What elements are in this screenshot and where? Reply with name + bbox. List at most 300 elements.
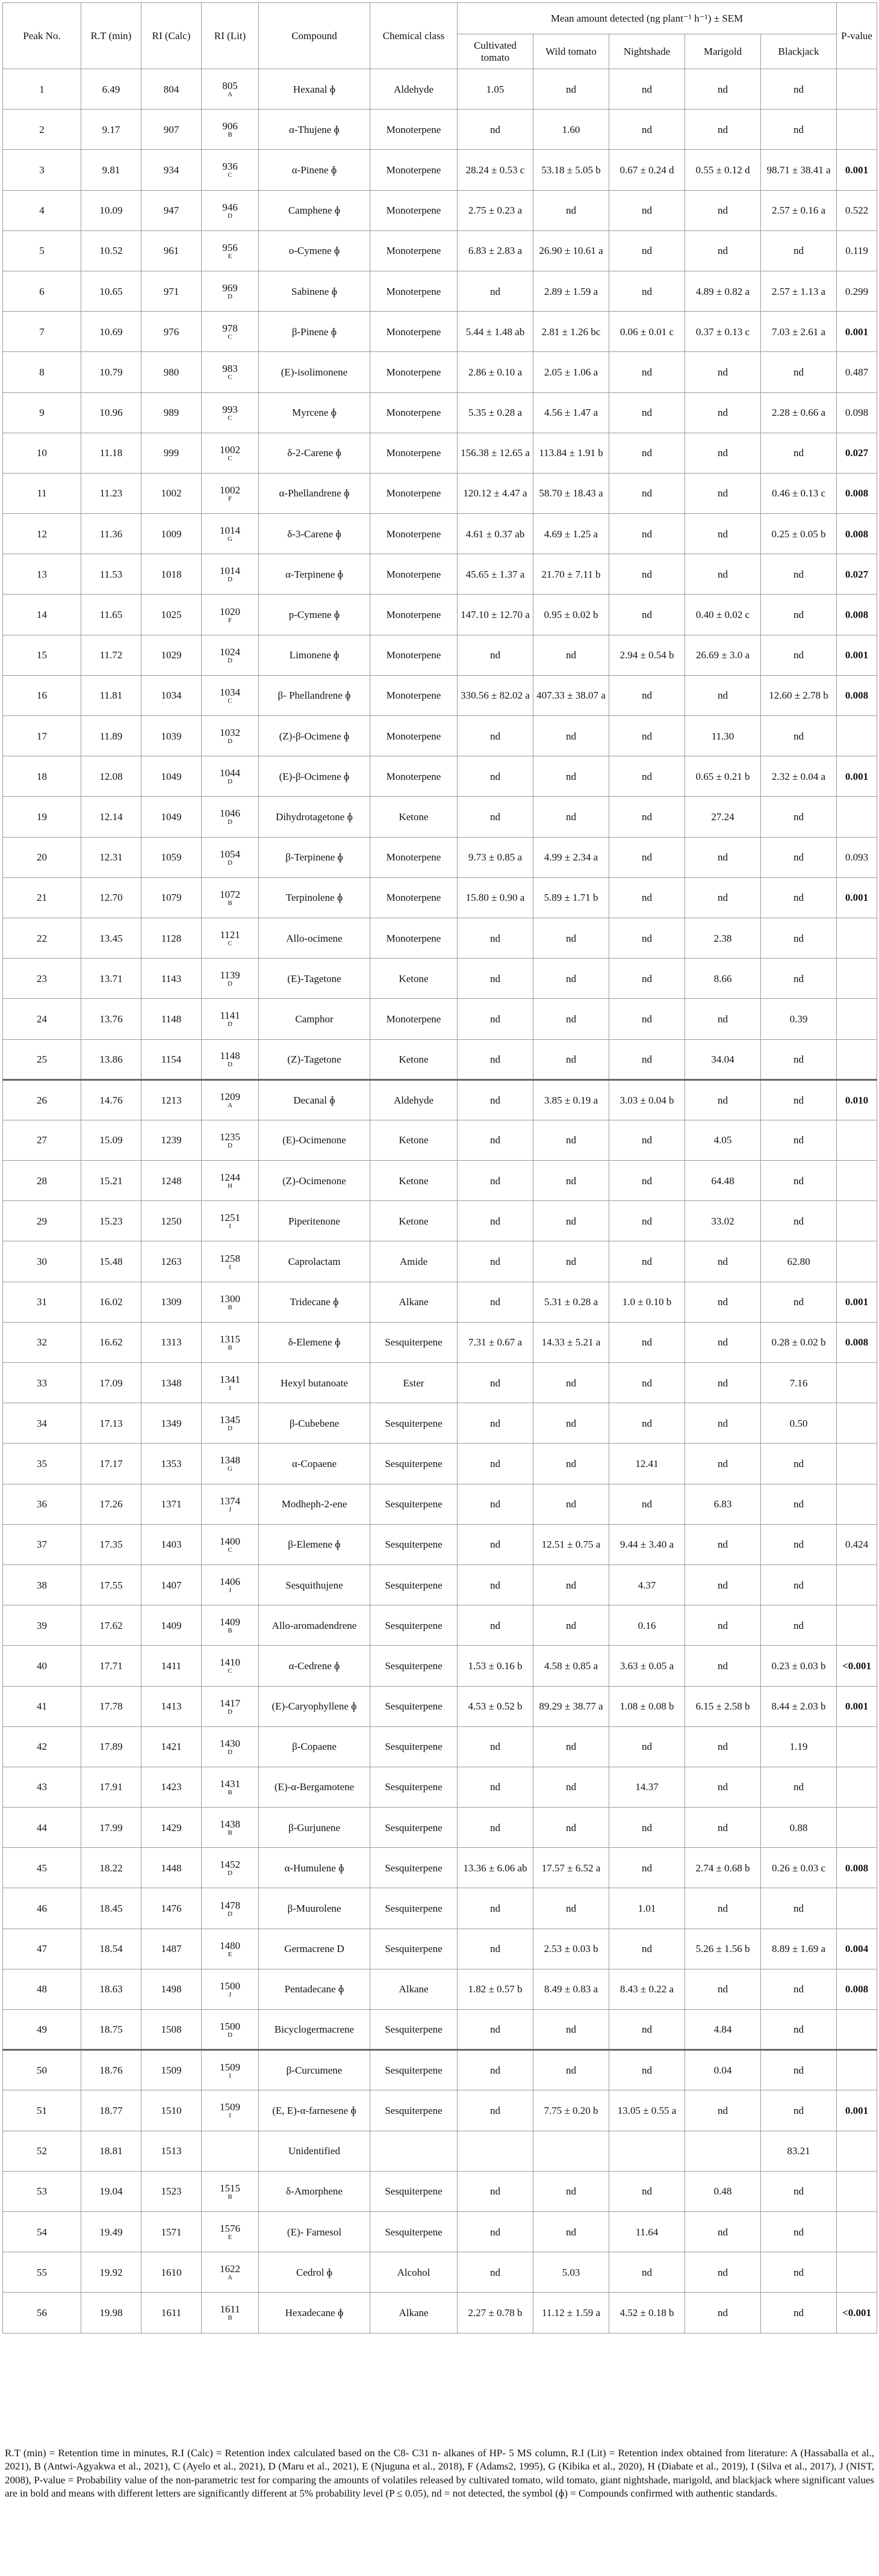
cell-ri-calc: 1079 <box>141 877 202 918</box>
ri-lit-value: 1002 <box>220 484 240 496</box>
cell-compound: α-Humulene ɸ <box>259 1848 370 1888</box>
cell-ri-calc: 1148 <box>141 999 202 1039</box>
cell-amount-blackjack: nd <box>761 2010 837 2050</box>
cell-chemical-class: Monoterpene <box>370 271 458 311</box>
cell-amount-wild-tomato: 12.51 ± 0.75 a <box>533 1524 609 1564</box>
ri-lit-value: 1348 <box>220 1454 240 1466</box>
cell-amount-wild-tomato: nd <box>533 1564 609 1605</box>
cell-amount-wild-tomato: 1.60 <box>533 110 609 150</box>
ri-lit-source: D <box>228 1141 232 1149</box>
cell-chemical-class: Ester <box>370 1363 458 1403</box>
cell-peak-no: 49 <box>3 2010 81 2050</box>
cell-amount-nightshade <box>609 2131 685 2171</box>
cell-p-value: 0.487 <box>837 352 877 392</box>
ri-lit-source: E <box>228 2234 232 2241</box>
cell-compound: β-Gurjunene <box>259 1808 370 1848</box>
ri-lit-value: 805 <box>222 80 238 92</box>
cell-amount-blackjack: nd <box>761 554 837 595</box>
ri-lit-source: D <box>228 818 232 826</box>
cell-compound: α-Pinene ɸ <box>259 150 370 190</box>
cell-compound: Sabinene ɸ <box>259 271 370 311</box>
cell-ri-calc: 1509 <box>141 2050 202 2090</box>
cell-amount-blackjack: nd <box>761 797 837 837</box>
cell-compound: (Z)-Ocimenone <box>259 1161 370 1201</box>
cell-retention-time: 11.53 <box>81 554 141 595</box>
cell-amount-blackjack: nd <box>761 595 837 635</box>
table-row <box>3 150 877 190</box>
cell-peak-no: 32 <box>3 1322 81 1362</box>
cell-amount-nightshade: 1.08 ± 0.08 b <box>609 1686 685 1726</box>
cell-compound: Allo-ocimene <box>259 918 370 958</box>
volatiles-table <box>2 2 877 2334</box>
cell-ri-lit <box>202 190 259 230</box>
cell-amount-nightshade: 4.52 ± 0.18 b <box>609 2293 685 2333</box>
cell-ri-lit <box>202 1363 259 1403</box>
cell-chemical-class: Sesquiterpene <box>370 1929 458 1969</box>
cell-amount-nightshade: nd <box>609 877 685 918</box>
cell-ri-calc: 1423 <box>141 1767 202 1807</box>
cell-p-value: 0.001 <box>837 1686 877 1726</box>
cell-amount-blackjack: nd <box>761 1201 837 1241</box>
cell-amount-blackjack: 8.89 ± 1.69 a <box>761 1929 837 1969</box>
cell-chemical-class: Sesquiterpene <box>370 1686 458 1726</box>
cell-amount-cultivated-tomato: nd <box>458 1039 533 1080</box>
cell-chemical-class: Alkane <box>370 1969 458 2009</box>
ri-lit-source: C <box>228 171 232 179</box>
cell-p-value <box>837 1039 877 1080</box>
cell-amount-cultivated-tomato: 120.12 ± 4.47 a <box>458 473 533 513</box>
cell-chemical-class: Sesquiterpene <box>370 1564 458 1605</box>
ri-lit-value: 1452 <box>220 1859 240 1871</box>
cell-retention-time: 10.96 <box>81 392 141 433</box>
cell-amount-nightshade: nd <box>609 1929 685 1969</box>
cell-peak-no: 20 <box>3 837 81 877</box>
cell-ri-calc: 804 <box>141 69 202 110</box>
cell-amount-nightshade: nd <box>609 473 685 513</box>
table-row <box>3 230 877 271</box>
cell-peak-no: 18 <box>3 756 81 797</box>
cell-amount-blackjack: nd <box>761 1888 837 1929</box>
cell-chemical-class: Monoterpene <box>370 999 458 1039</box>
cell-peak-no: 38 <box>3 1564 81 1605</box>
table-row <box>3 1363 877 1403</box>
cell-p-value <box>837 1767 877 1807</box>
cell-p-value: 0.001 <box>837 1282 877 1322</box>
cell-amount-marigold: nd <box>685 1080 761 1120</box>
cell-amount-marigold: nd <box>685 1767 761 1807</box>
ri-lit-value: 1410 <box>220 1657 240 1669</box>
cell-chemical-class <box>370 2131 458 2171</box>
cell-amount-blackjack: 0.39 <box>761 999 837 1039</box>
cell-retention-time: 18.54 <box>81 1929 141 1969</box>
cell-amount-nightshade: nd <box>609 918 685 958</box>
cell-amount-cultivated-tomato: 7.31 ± 0.67 a <box>458 1322 533 1362</box>
ri-lit-source: C <box>228 333 232 341</box>
cell-chemical-class: Sesquiterpene <box>370 2090 458 2131</box>
cell-amount-nightshade: nd <box>609 392 685 433</box>
cell-amount-cultivated-tomato: nd <box>458 1888 533 1929</box>
cell-amount-wild-tomato: 4.58 ± 0.85 a <box>533 1646 609 1686</box>
cell-amount-cultivated-tomato <box>458 2131 533 2171</box>
cell-peak-no: 16 <box>3 675 81 715</box>
cell-peak-no: 21 <box>3 877 81 918</box>
cell-amount-nightshade: nd <box>609 1120 685 1160</box>
cell-ri-lit <box>202 2252 259 2293</box>
cell-ri-calc: 1448 <box>141 1848 202 1888</box>
table-row <box>3 1726 877 1767</box>
cell-amount-wild-tomato: nd <box>533 2050 609 2090</box>
cell-compound: β-Pinene ɸ <box>259 312 370 352</box>
ri-lit-value: 1345 <box>220 1414 240 1426</box>
ri-lit-source: I <box>229 1223 231 1231</box>
cell-compound: Myrcene ɸ <box>259 392 370 433</box>
cell-amount-nightshade: nd <box>609 959 685 999</box>
table-row <box>3 595 877 635</box>
cell-compound: (E)-Ocimenone <box>259 1120 370 1160</box>
cell-p-value: 0.010 <box>837 1080 877 1120</box>
cell-amount-marigold: nd <box>685 1403 761 1444</box>
cell-chemical-class: Sesquiterpene <box>370 1322 458 1362</box>
cell-ri-calc: 1250 <box>141 1201 202 1241</box>
cell-amount-cultivated-tomato: nd <box>458 1282 533 1322</box>
cell-p-value <box>837 959 877 999</box>
cell-chemical-class: Sesquiterpene <box>370 1848 458 1888</box>
table-row <box>3 918 877 958</box>
header-p-value: P-value <box>837 3 877 69</box>
cell-amount-cultivated-tomato: nd <box>458 1403 533 1444</box>
table-row <box>3 1241 877 1282</box>
cell-amount-marigold: nd <box>685 1808 761 1848</box>
table-row <box>3 2050 877 2090</box>
cell-amount-marigold: nd <box>685 190 761 230</box>
cell-chemical-class: Sesquiterpene <box>370 1767 458 1807</box>
cell-amount-nightshade: nd <box>609 1241 685 1282</box>
cell-chemical-class: Sesquiterpene <box>370 2211 458 2252</box>
header-plant-marigold: Marigold <box>685 34 761 69</box>
cell-amount-blackjack: 0.25 ± 0.05 b <box>761 514 837 554</box>
cell-peak-no: 50 <box>3 2050 81 2090</box>
cell-amount-wild-tomato: nd <box>533 918 609 958</box>
cell-amount-cultivated-tomato: 2.75 ± 0.23 a <box>458 190 533 230</box>
cell-retention-time: 17.99 <box>81 1808 141 1848</box>
cell-compound: α-Terpinene ɸ <box>259 554 370 595</box>
cell-amount-wild-tomato <box>533 2131 609 2171</box>
cell-ri-lit <box>202 1444 259 1484</box>
ri-lit-value: 1431 <box>220 1778 240 1790</box>
cell-amount-nightshade: nd <box>609 1403 685 1444</box>
cell-amount-marigold: nd <box>685 1241 761 1282</box>
cell-amount-wild-tomato: nd <box>533 1808 609 1848</box>
cell-retention-time: 10.09 <box>81 190 141 230</box>
cell-amount-wild-tomato: nd <box>533 2010 609 2050</box>
cell-compound: Germacrene D <box>259 1929 370 1969</box>
table-row <box>3 433 877 473</box>
cell-amount-wild-tomato: 3.85 ± 0.19 a <box>533 1080 609 1120</box>
cell-amount-marigold: nd <box>685 473 761 513</box>
cell-chemical-class: Monoterpene <box>370 110 458 150</box>
cell-amount-cultivated-tomato: nd <box>458 1484 533 1524</box>
cell-ri-calc: 961 <box>141 230 202 271</box>
cell-p-value: 0.008 <box>837 1322 877 1362</box>
cell-compound: Modheph-2-ene <box>259 1484 370 1524</box>
cell-chemical-class: Sesquiterpene <box>370 1646 458 1686</box>
cell-p-value <box>837 1605 877 1646</box>
table-row <box>3 69 877 110</box>
cell-amount-wild-tomato: nd <box>533 1039 609 1080</box>
cell-amount-blackjack: 62.80 <box>761 1241 837 1282</box>
cell-ri-lit <box>202 150 259 190</box>
cell-amount-nightshade: 13.05 ± 0.55 a <box>609 2090 685 2131</box>
cell-p-value <box>837 110 877 150</box>
table-row <box>3 1524 877 1564</box>
header-plant-blackjack: Blackjack <box>761 34 837 69</box>
cell-amount-cultivated-tomato: 2.86 ± 0.10 a <box>458 352 533 392</box>
cell-amount-marigold: nd <box>685 1888 761 1929</box>
table-row <box>3 392 877 433</box>
cell-p-value: 0.008 <box>837 473 877 513</box>
cell-compound: Piperitenone <box>259 1201 370 1241</box>
cell-retention-time: 10.69 <box>81 312 141 352</box>
ri-lit-value: 1509 <box>220 2061 240 2073</box>
cell-amount-nightshade: nd <box>609 554 685 595</box>
table-row <box>3 1282 877 1322</box>
cell-amount-blackjack: nd <box>761 918 837 958</box>
cell-amount-nightshade: 4.37 <box>609 1564 685 1605</box>
cell-retention-time: 14.76 <box>81 1080 141 1120</box>
ri-lit-value: 1300 <box>220 1293 240 1305</box>
cell-peak-no: 29 <box>3 1201 81 1241</box>
cell-amount-nightshade: nd <box>609 110 685 150</box>
cell-amount-blackjack: 1.19 <box>761 1726 837 1767</box>
cell-amount-blackjack: 2.57 ± 1.13 a <box>761 271 837 311</box>
header-ri-lit: RI (Lit) <box>202 3 259 69</box>
cell-peak-no: 12 <box>3 514 81 554</box>
cell-amount-blackjack: nd <box>761 2171 837 2211</box>
cell-ri-lit <box>202 1605 259 1646</box>
cell-amount-cultivated-tomato: nd <box>458 999 533 1039</box>
cell-amount-wild-tomato: nd <box>533 1241 609 1282</box>
cell-retention-time: 17.17 <box>81 1444 141 1484</box>
cell-amount-marigold: 0.48 <box>685 2171 761 2211</box>
cell-chemical-class: Aldehyde <box>370 1080 458 1120</box>
cell-amount-marigold: nd <box>685 554 761 595</box>
cell-amount-blackjack: nd <box>761 1120 837 1160</box>
cell-amount-cultivated-tomato: nd <box>458 2010 533 2050</box>
cell-p-value <box>837 1403 877 1444</box>
ri-lit-value: 1121 <box>220 929 240 941</box>
cell-peak-no: 42 <box>3 1726 81 1767</box>
cell-amount-blackjack: nd <box>761 1605 837 1646</box>
cell-ri-calc: 1039 <box>141 716 202 756</box>
table-row <box>3 1888 877 1929</box>
cell-p-value <box>837 2050 877 2090</box>
cell-amount-wild-tomato: 8.49 ± 0.83 a <box>533 1969 609 2009</box>
cell-amount-blackjack: 8.44 ± 2.03 b <box>761 1686 837 1726</box>
cell-p-value <box>837 2131 877 2171</box>
cell-ri-lit <box>202 2293 259 2333</box>
cell-amount-marigold: 4.05 <box>685 1120 761 1160</box>
cell-amount-marigold: nd <box>685 675 761 715</box>
table-row <box>3 1120 877 1160</box>
cell-amount-nightshade: nd <box>609 69 685 110</box>
cell-chemical-class: Ketone <box>370 797 458 837</box>
cell-p-value: 0.001 <box>837 635 877 675</box>
table-row <box>3 110 877 150</box>
ri-lit-value: 1622 <box>220 2263 240 2275</box>
cell-amount-marigold: 4.84 <box>685 2010 761 2050</box>
cell-p-value: 0.001 <box>837 312 877 352</box>
cell-ri-lit <box>202 1564 259 1605</box>
cell-retention-time: 19.98 <box>81 2293 141 2333</box>
table-row <box>3 1969 877 2009</box>
cell-amount-blackjack: 0.88 <box>761 1808 837 1848</box>
table-row <box>3 1039 877 1080</box>
cell-amount-marigold: nd <box>685 1322 761 1362</box>
ri-lit-source: D <box>228 212 232 220</box>
cell-amount-blackjack: nd <box>761 635 837 675</box>
cell-amount-marigold: 33.02 <box>685 1201 761 1241</box>
cell-compound: α-Cedrene ɸ <box>259 1646 370 1686</box>
cell-p-value <box>837 2211 877 2252</box>
cell-amount-cultivated-tomato: nd <box>458 797 533 837</box>
table-row <box>3 1767 877 1807</box>
cell-amount-blackjack: nd <box>761 433 837 473</box>
cell-compound: Sesquithujene <box>259 1564 370 1605</box>
cell-ri-lit <box>202 999 259 1039</box>
cell-amount-nightshade: nd <box>609 1726 685 1767</box>
cell-ri-calc: 1049 <box>141 756 202 797</box>
cell-amount-cultivated-tomato: 2.27 ± 0.78 b <box>458 2293 533 2333</box>
cell-amount-nightshade: nd <box>609 2171 685 2211</box>
cell-peak-no: 26 <box>3 1080 81 1120</box>
cell-chemical-class: Monoterpene <box>370 877 458 918</box>
cell-peak-no: 55 <box>3 2252 81 2293</box>
ri-lit-value: 1014 <box>220 525 240 537</box>
cell-amount-nightshade: nd <box>609 595 685 635</box>
cell-ri-calc: 1029 <box>141 635 202 675</box>
cell-compound: (E)-β-Ocimene ɸ <box>259 756 370 797</box>
cell-amount-marigold: nd <box>685 1363 761 1403</box>
cell-amount-nightshade: nd <box>609 1808 685 1848</box>
cell-peak-no: 22 <box>3 918 81 958</box>
table-row <box>3 1605 877 1646</box>
cell-p-value: 0.008 <box>837 675 877 715</box>
cell-amount-cultivated-tomato: 147.10 ± 12.70 a <box>458 595 533 635</box>
table-row <box>3 1646 877 1686</box>
ri-lit-source: I <box>229 2112 231 2120</box>
cell-amount-cultivated-tomato: nd <box>458 1564 533 1605</box>
cell-amount-wild-tomato: 53.18 ± 5.05 b <box>533 150 609 190</box>
cell-retention-time: 19.92 <box>81 2252 141 2293</box>
ri-lit-value: 1400 <box>220 1535 240 1547</box>
cell-retention-time: 17.91 <box>81 1767 141 1807</box>
cell-ri-lit <box>202 756 259 797</box>
cell-peak-no: 56 <box>3 2293 81 2333</box>
cell-amount-cultivated-tomato: nd <box>458 1161 533 1201</box>
cell-ri-lit <box>202 352 259 392</box>
cell-peak-no: 17 <box>3 716 81 756</box>
cell-amount-wild-tomato: nd <box>533 1120 609 1160</box>
cell-compound: Hexyl butanoate <box>259 1363 370 1403</box>
cell-peak-no: 40 <box>3 1646 81 1686</box>
table-row <box>3 1686 877 1726</box>
cell-amount-cultivated-tomato: nd <box>458 2050 533 2090</box>
cell-ri-lit <box>202 271 259 311</box>
cell-p-value: 0.119 <box>837 230 877 271</box>
cell-chemical-class: Monoterpene <box>370 312 458 352</box>
cell-peak-no: 46 <box>3 1888 81 1929</box>
cell-ri-lit <box>202 554 259 595</box>
cell-compound: (E, E)-α-farnesene ɸ <box>259 2090 370 2131</box>
table-row <box>3 1080 877 1120</box>
ri-lit-source: D <box>228 576 232 584</box>
cell-amount-nightshade: nd <box>609 756 685 797</box>
header-peak: Peak No. <box>3 3 81 69</box>
ri-lit-source: D <box>228 1061 232 1069</box>
cell-chemical-class: Sesquiterpene <box>370 1484 458 1524</box>
ri-lit-value: 1024 <box>220 646 240 658</box>
cell-amount-wild-tomato: nd <box>533 1444 609 1484</box>
cell-compound: Tridecane ɸ <box>259 1282 370 1322</box>
ri-lit-source: D <box>228 859 232 866</box>
cell-amount-nightshade: nd <box>609 2252 685 2293</box>
cell-peak-no: 24 <box>3 999 81 1039</box>
ri-lit-source: F <box>228 495 232 502</box>
ri-lit-source: D <box>228 1425 232 1433</box>
table-row <box>3 1403 877 1444</box>
cell-peak-no: 8 <box>3 352 81 392</box>
cell-retention-time: 18.81 <box>81 2131 141 2171</box>
cell-amount-blackjack: 0.23 ± 0.03 b <box>761 1646 837 1686</box>
cell-p-value <box>837 1444 877 1484</box>
table-row <box>3 959 877 999</box>
cell-peak-no: 10 <box>3 433 81 473</box>
cell-ri-lit <box>202 2171 259 2211</box>
cell-amount-cultivated-tomato: 1.05 <box>458 69 533 110</box>
cell-amount-marigold: 0.40 ± 0.02 c <box>685 595 761 635</box>
cell-ri-calc: 1571 <box>141 2211 202 2252</box>
ri-lit-source: E <box>228 1950 232 1958</box>
cell-amount-wild-tomato: 17.57 ± 6.52 a <box>533 1848 609 1888</box>
cell-peak-no: 51 <box>3 2090 81 2131</box>
cell-amount-cultivated-tomato: nd <box>458 918 533 958</box>
cell-compound: δ-Elemene ɸ <box>259 1322 370 1362</box>
cell-ri-lit <box>202 918 259 958</box>
ri-lit-value: 1235 <box>220 1131 240 1143</box>
cell-compound: (E)-Caryophyllene ɸ <box>259 1686 370 1726</box>
cell-amount-blackjack: nd <box>761 1444 837 1484</box>
cell-peak-no: 48 <box>3 1969 81 2009</box>
cell-amount-cultivated-tomato: nd <box>458 2090 533 2131</box>
cell-retention-time: 17.78 <box>81 1686 141 1726</box>
cell-amount-cultivated-tomato: nd <box>458 1605 533 1646</box>
cell-peak-no: 3 <box>3 150 81 190</box>
cell-amount-wild-tomato: nd <box>533 635 609 675</box>
cell-ri-lit <box>202 433 259 473</box>
cell-chemical-class: Sesquiterpene <box>370 1888 458 1929</box>
cell-amount-nightshade: nd <box>609 1322 685 1362</box>
cell-amount-marigold: 5.26 ± 1.56 b <box>685 1929 761 1969</box>
cell-p-value: 0.299 <box>837 271 877 311</box>
ri-lit-value: 1258 <box>220 1252 240 1264</box>
cell-amount-blackjack: 12.60 ± 2.78 b <box>761 675 837 715</box>
ri-lit-source: F <box>228 616 232 624</box>
cell-amount-blackjack: nd <box>761 837 837 877</box>
cell-ri-calc: 976 <box>141 312 202 352</box>
cell-compound: (E)-Tagetone <box>259 959 370 999</box>
cell-amount-nightshade: nd <box>609 1484 685 1524</box>
cell-amount-wild-tomato: 26.90 ± 10.61 a <box>533 230 609 271</box>
